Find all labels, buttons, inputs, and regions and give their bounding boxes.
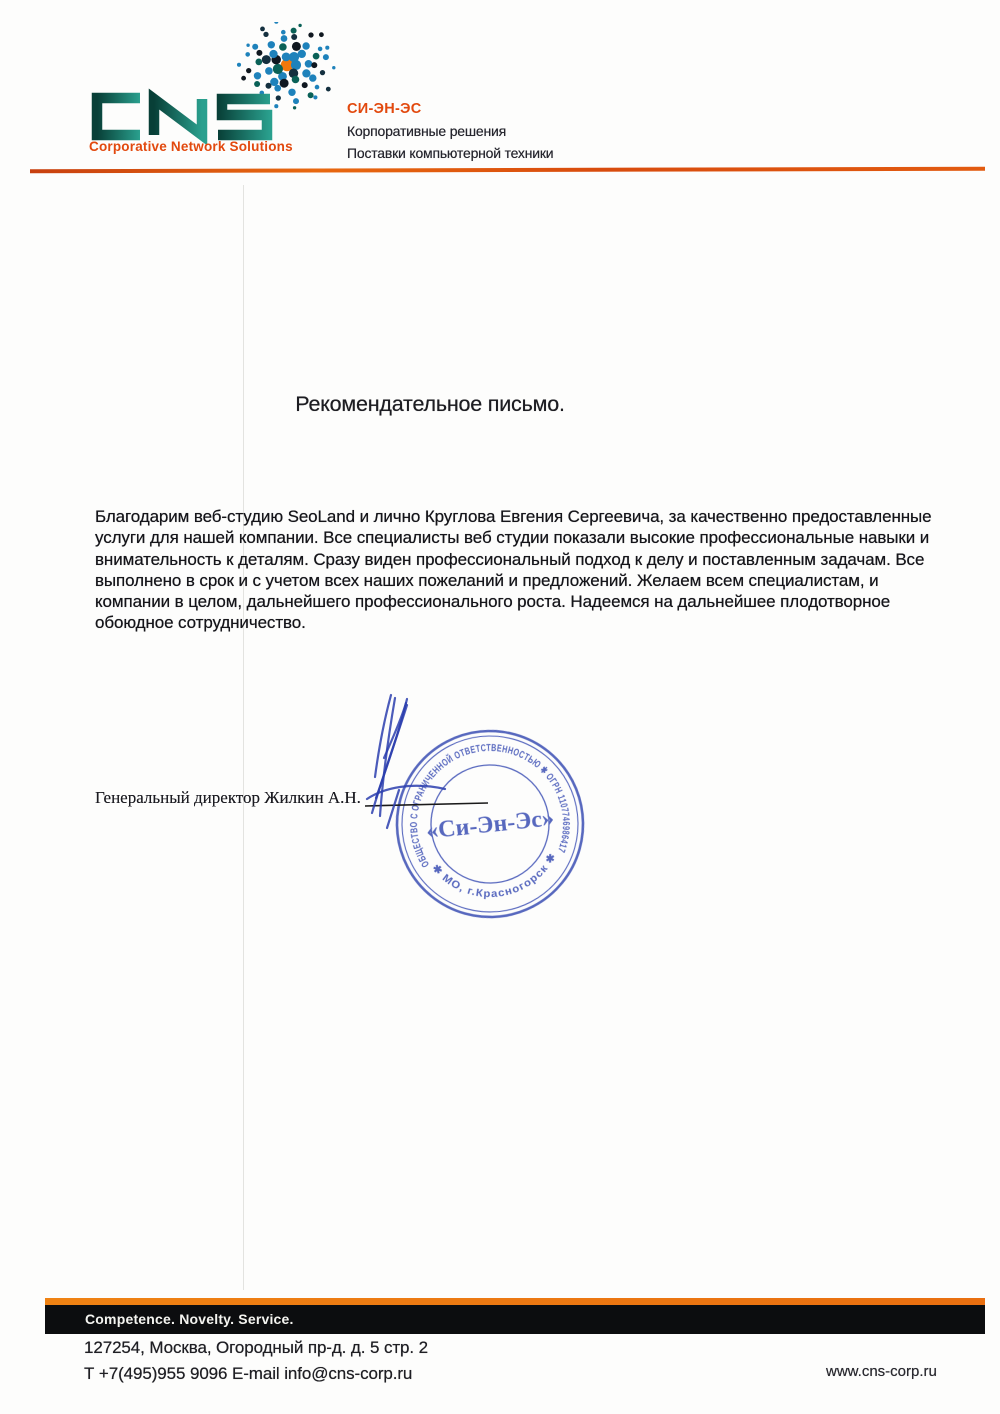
brand-block: [347, 98, 553, 164]
scan-crease-line: [243, 185, 244, 1290]
header-divider: [30, 167, 985, 174]
logo-letter-c: [97, 98, 140, 135]
logo-letters: [97, 98, 270, 135]
logo-letter-s: [218, 99, 270, 135]
footer-address: 127254, Москва, Огородный пр-д. д. 5 стр. 2: [84, 1338, 429, 1357]
footer-website: www.cns-corp.ru: [826, 1363, 937, 1380]
footer-orange-bar: [45, 1298, 985, 1305]
signature-scribble: [367, 695, 445, 828]
logo-letter-n: [154, 99, 202, 135]
handwritten-signature: [355, 675, 575, 845]
letter-body: [95, 506, 932, 634]
brand-line-2: Поставки компьютерной техники: [347, 145, 554, 161]
letter-title: Рекомендательное письмо.: [295, 392, 565, 416]
brand-line-1: Корпоративные решения: [347, 123, 507, 139]
stamp-bottom-text: [429, 850, 563, 907]
body-line: Благодарим веб-студию SeoLand и лично Круглова Евгения Сергеевича, за качественно предоставленные: [95, 507, 932, 526]
signature-underline: [365, 803, 488, 806]
body-line: внимательность к деталям. Сразу виден профессиональный подход к делу и поставленным задачам. Все: [95, 549, 925, 569]
footer-slogan: Competence. Novelty. Service.: [85, 1311, 294, 1327]
stamp-bottom-textpath: ✱ МО, г.Красногорск ✱: [429, 851, 559, 901]
stamp-ring-textpath: ОБЩЕСТВО С ОГРАНИЧЕННОЙ ОТВЕТСТВЕННОСТЬЮ ✱ ОГРН 1107746986417: [408, 742, 572, 869]
logo-tagline: Corporative Network Solutions: [89, 139, 293, 154]
footer-contacts: Т +7(495)955 9096 E-mail info@cns-corp.ru: [84, 1364, 413, 1383]
stamp-center-text: «Си-Эн-Эс»: [425, 805, 556, 845]
body-line: услуги для нашей компании. Все специалисты веб студии показали высокие профессиональные навыки и: [95, 528, 930, 548]
body-line: компании в целом, дальнейшего профессионального роста. Надеемся на дальнейшее плодотворное: [95, 592, 891, 612]
footer-slogan-bar: [45, 1305, 985, 1334]
body-line: обоюдное сотрудничество.: [95, 613, 306, 633]
signature-label: Генеральный директор Жилкин А.Н.: [95, 788, 361, 807]
body-line: выполнено в срок и с учетом всех наших пожеланий и предложений. Желаем всем специалистам, и: [95, 570, 879, 590]
brand-name: СИ-ЭН-ЭС: [347, 101, 422, 117]
